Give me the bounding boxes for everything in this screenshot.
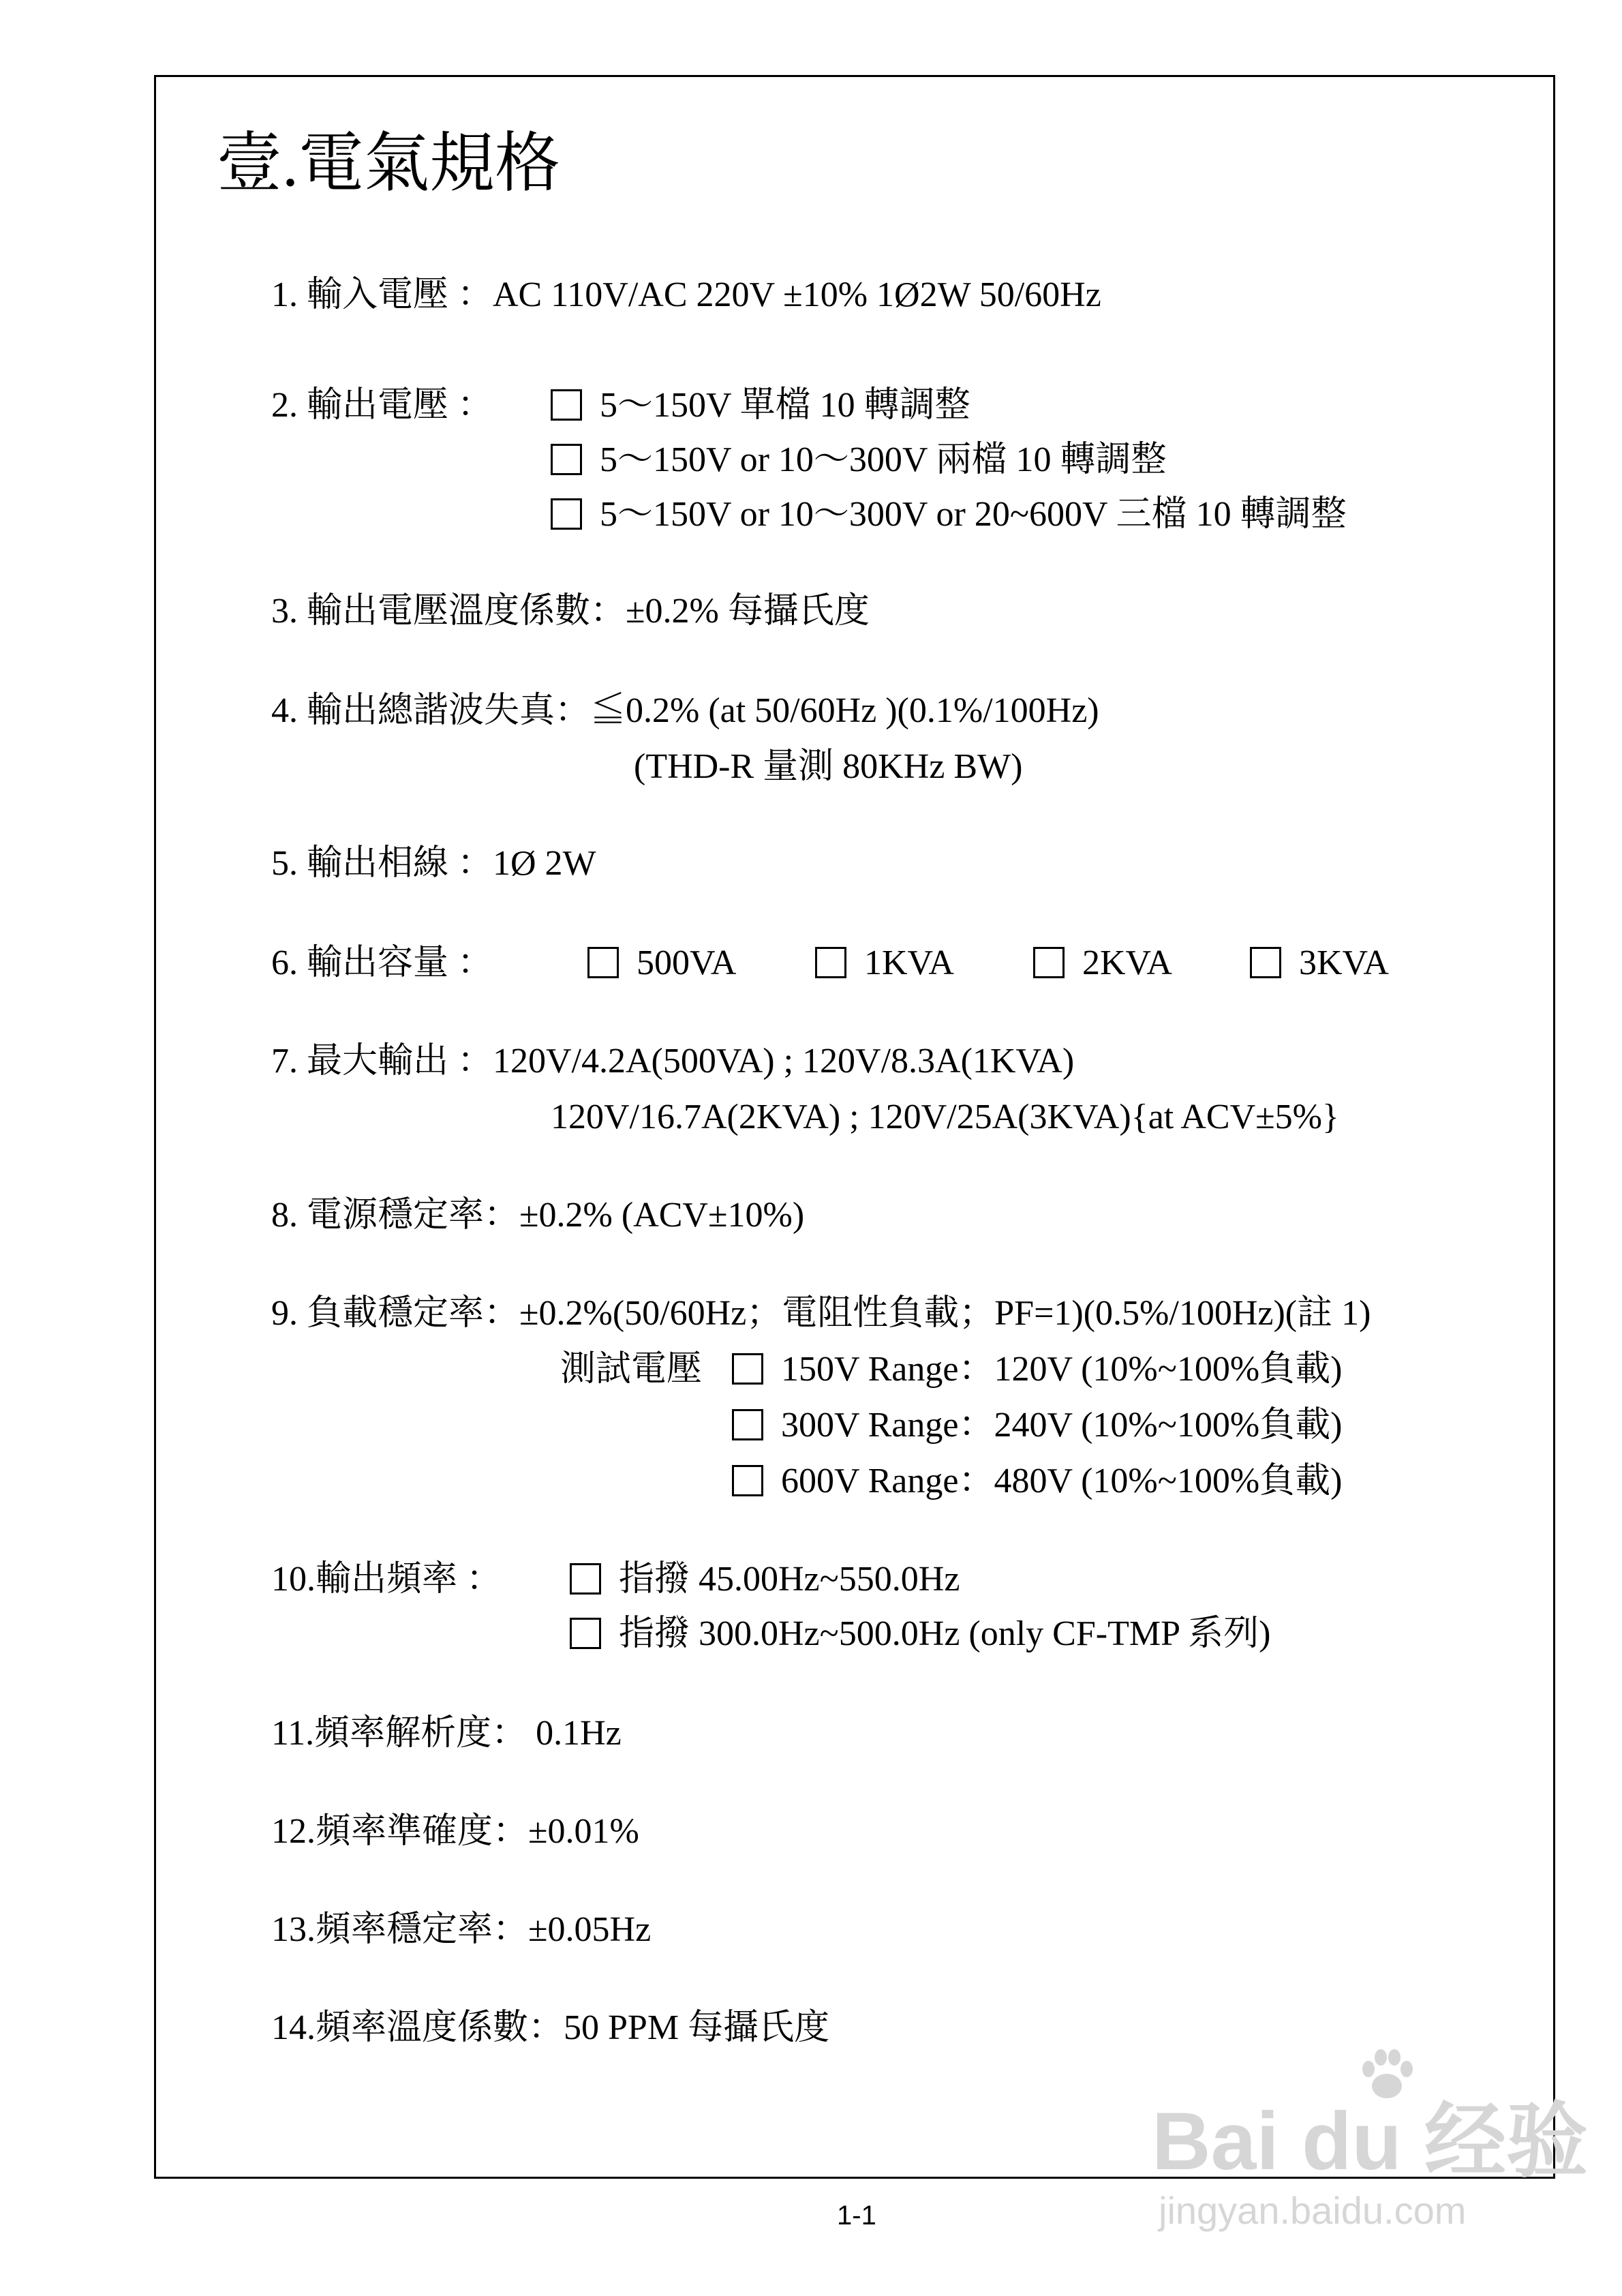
option-label: 指撥 45.00Hz~550.0Hz (619, 1560, 960, 1599)
page-title: 壹.電氣規格 (217, 127, 560, 200)
watermark-url: jingyan.baidu.com (1159, 2189, 1467, 2232)
checkbox[interactable] (732, 1353, 763, 1385)
option-label: 指撥 300.0Hz~500.0Hz (only CF-TMP 系列) (619, 1614, 1271, 1653)
checkbox[interactable] (570, 1618, 601, 1649)
option-label: 5～150V or 10～300V 兩檔 10 轉調整 (600, 440, 1167, 479)
checkbox[interactable] (551, 389, 582, 421)
spec-output-phase: 5. 輸出相線 ：1Ø 2W (271, 844, 596, 883)
checkbox[interactable] (1250, 947, 1281, 978)
option-label: 5～150V or 10～300V or 20~600V 三檔 10 轉調整 (600, 495, 1347, 534)
checkbox[interactable] (815, 947, 846, 978)
page-number: 1-1 (837, 2201, 876, 2231)
option-label: 1KVA (864, 943, 954, 982)
checkbox[interactable] (570, 1563, 601, 1595)
checkbox[interactable] (732, 1465, 763, 1496)
option-label: 2KVA (1082, 943, 1172, 982)
output-voltage-option-2 (551, 436, 1167, 484)
spec-max-output-2: 120V/16.7A(2KVA) ; 120V/25A(3KVA){at ACV±5%} (551, 1098, 1339, 1136)
capacity-option-500va (587, 939, 736, 987)
spec-load-regulation: 9. 負載穩定率：±0.2%(50/60Hz；電阻性負載；PF=1)(0.5%/100Hz)(註 1) (271, 1294, 1371, 1333)
spec-output-voltage-label: 2. 輸出電壓 ： (271, 386, 493, 425)
capacity-label: 6. 輸出容量 ： (271, 943, 493, 982)
test-range-300v (732, 1402, 1342, 1449)
spec-thd: 4. 輸出總諧波失真：≦0.2% (at 50/60Hz )(0.1%/100Hz) (271, 691, 1099, 730)
spec-max-output: 7. 最大輸出 ：120V/4.2A(500VA) ; 120V/8.3A(1KVA) (271, 1042, 1075, 1081)
output-voltage-option-1 (551, 382, 970, 429)
checkbox[interactable] (1033, 947, 1065, 978)
spec-line-regulation: 8. 電源穩定率：±0.2% (ACV±10%) (271, 1196, 805, 1235)
frequency-option-1 (570, 1556, 960, 1603)
spec-output-frequency: 10.輸出頻率 ： (271, 1560, 502, 1599)
checkbox[interactable] (587, 947, 619, 978)
checkbox[interactable] (551, 444, 582, 475)
spec-frequency-temp-coefficient: 14.頻率溫度係數：50 PPM 每攝氏度 (271, 2008, 830, 2047)
checkbox[interactable] (551, 498, 582, 530)
frequency-option-2 (570, 1610, 1270, 1658)
test-range-600v (732, 1457, 1342, 1505)
option-label: 500VA (637, 943, 737, 982)
output-voltage-option-3 (551, 491, 1347, 539)
spec-thd-note: (THD-R 量測 80KHz BW) (634, 747, 1023, 786)
capacity-option-2kva (1033, 939, 1172, 987)
checkbox[interactable] (732, 1409, 763, 1440)
option-label: 150V Range：120V (10%~100%負載) (781, 1350, 1343, 1389)
spec-input-voltage: 1. 輸入電壓 ：AC 110V/AC 220V ±10% 1Ø2W 50/60Hz (271, 275, 1101, 314)
option-label: 3KVA (1299, 943, 1389, 982)
capacity-option-1kva (815, 939, 954, 987)
spec-output-capacity (271, 939, 493, 987)
spec-temp-coefficient: 3. 輸出電壓溫度係數：±0.2% 每攝氏度 (271, 592, 870, 631)
option-label: 300V Range：240V (10%~100%負載) (781, 1406, 1343, 1445)
baidu-logo-watermark: Bai du 经验 (1152, 2096, 1589, 2187)
spec-frequency-stability: 13.頻率穩定率：±0.05Hz (271, 1910, 652, 1949)
option-label: 600V Range：480V (10%~100%負載) (781, 1462, 1343, 1500)
test-voltage-label: 測試電壓 (560, 1350, 703, 1389)
spec-frequency-resolution: 11.頻率解析度： 0.1Hz (271, 1714, 622, 1753)
option-label: 5～150V 單檔 10 轉調整 (600, 386, 970, 425)
capacity-option-3kva (1250, 939, 1389, 987)
spec-frequency-accuracy: 12.頻率準確度：±0.01% (271, 1812, 639, 1851)
test-range-150v (732, 1346, 1342, 1393)
